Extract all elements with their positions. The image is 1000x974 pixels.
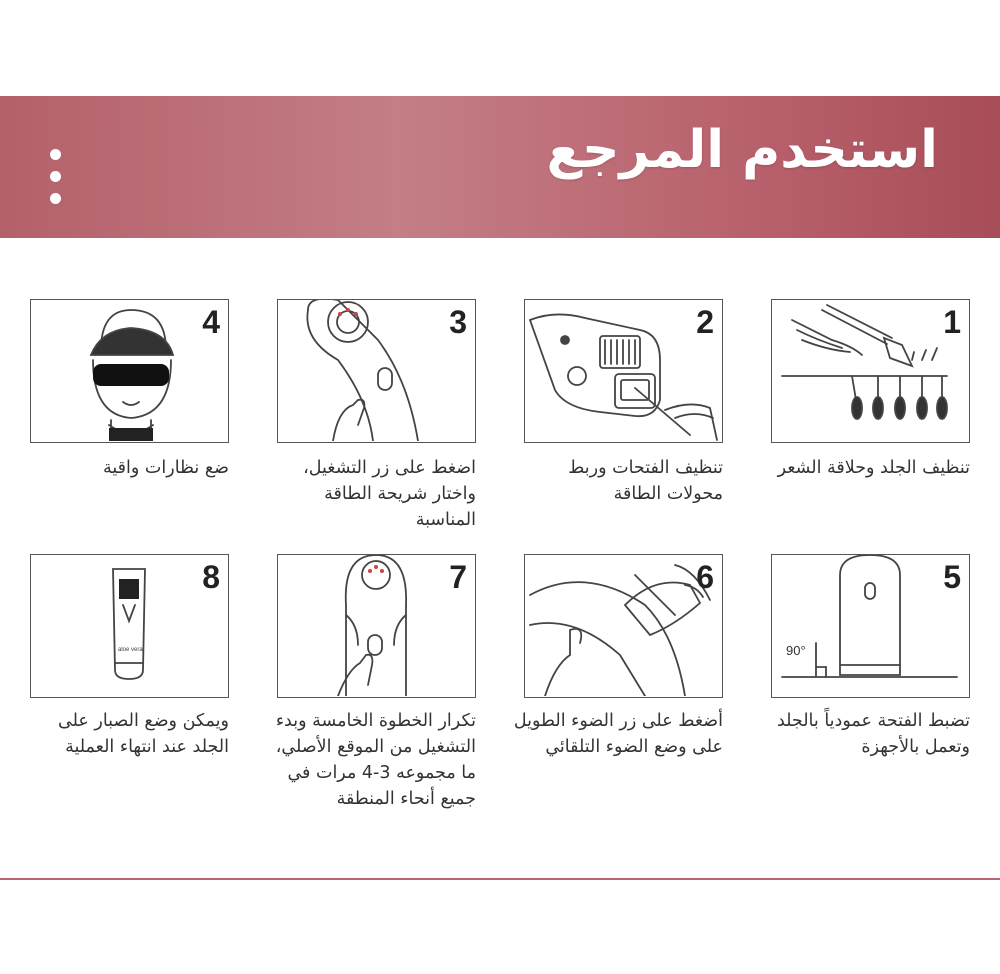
- protective-glasses-icon: [31, 300, 227, 441]
- step-number: 2: [696, 304, 714, 340]
- step-number: 5: [943, 559, 961, 595]
- page-title: استخدم المرجع: [546, 120, 938, 180]
- step-number: 3: [449, 304, 467, 340]
- step-number: 6: [696, 559, 714, 595]
- step-number: 1: [943, 304, 961, 340]
- header-banner: [0, 96, 1000, 238]
- aloe-gel-tube-icon: [31, 555, 227, 696]
- perpendicular-angle-icon: [772, 555, 968, 696]
- step-1-caption: تنظيف الجلد وحلاقة الشعر: [777, 458, 970, 478]
- more-options-icon[interactable]: [50, 149, 62, 205]
- step-7-panel: [277, 554, 476, 698]
- power-button-icon: [278, 300, 474, 441]
- step-7-caption: تكرار الخطوة الخامسة وبدء التشغيل من الموقع الأصلي، ما مجموعه 3-4 مرات في جميع أنحاء المنطقة: [275, 711, 476, 809]
- step-4-panel: [30, 299, 229, 443]
- step-2-panel: [524, 299, 723, 443]
- step-3-panel: [277, 299, 476, 443]
- step-3-caption: اضغط على زر التشغيل، واختار شريحة الطاقة المناسبة: [303, 458, 476, 530]
- step-number: 4: [202, 304, 220, 340]
- step-8-panel: [30, 554, 229, 698]
- device-cleaning-icon: [525, 300, 721, 441]
- leg-treatment-icon: [525, 555, 721, 696]
- repeat-operation-icon: [278, 555, 474, 696]
- step-2-caption: تنظيف الفتحات وربط محولات الطاقة: [568, 458, 723, 504]
- step-6-panel: [524, 554, 723, 698]
- step-5-panel: [771, 554, 970, 698]
- step-1-panel: [771, 299, 970, 443]
- step-number: 8: [202, 559, 220, 595]
- step-8-caption: ويمكن وضع الصبار على الجلد عند انتهاء العملية: [58, 711, 229, 757]
- footer-divider: [0, 878, 1000, 880]
- step-6-caption: أضغط على زر الضوء الطويل على وضع الضوء التلقائي: [513, 711, 723, 757]
- angle-label: 90°: [786, 643, 806, 658]
- shaving-illustration-icon: [772, 300, 968, 441]
- gel-label: aloe vera: [118, 647, 143, 653]
- step-5-caption: تضبط الفتحة عمودياً بالجلد وتعمل بالأجهزة: [776, 711, 970, 757]
- step-4-caption: ضع نظارات واقية: [103, 458, 229, 478]
- step-number: 7: [449, 559, 467, 595]
